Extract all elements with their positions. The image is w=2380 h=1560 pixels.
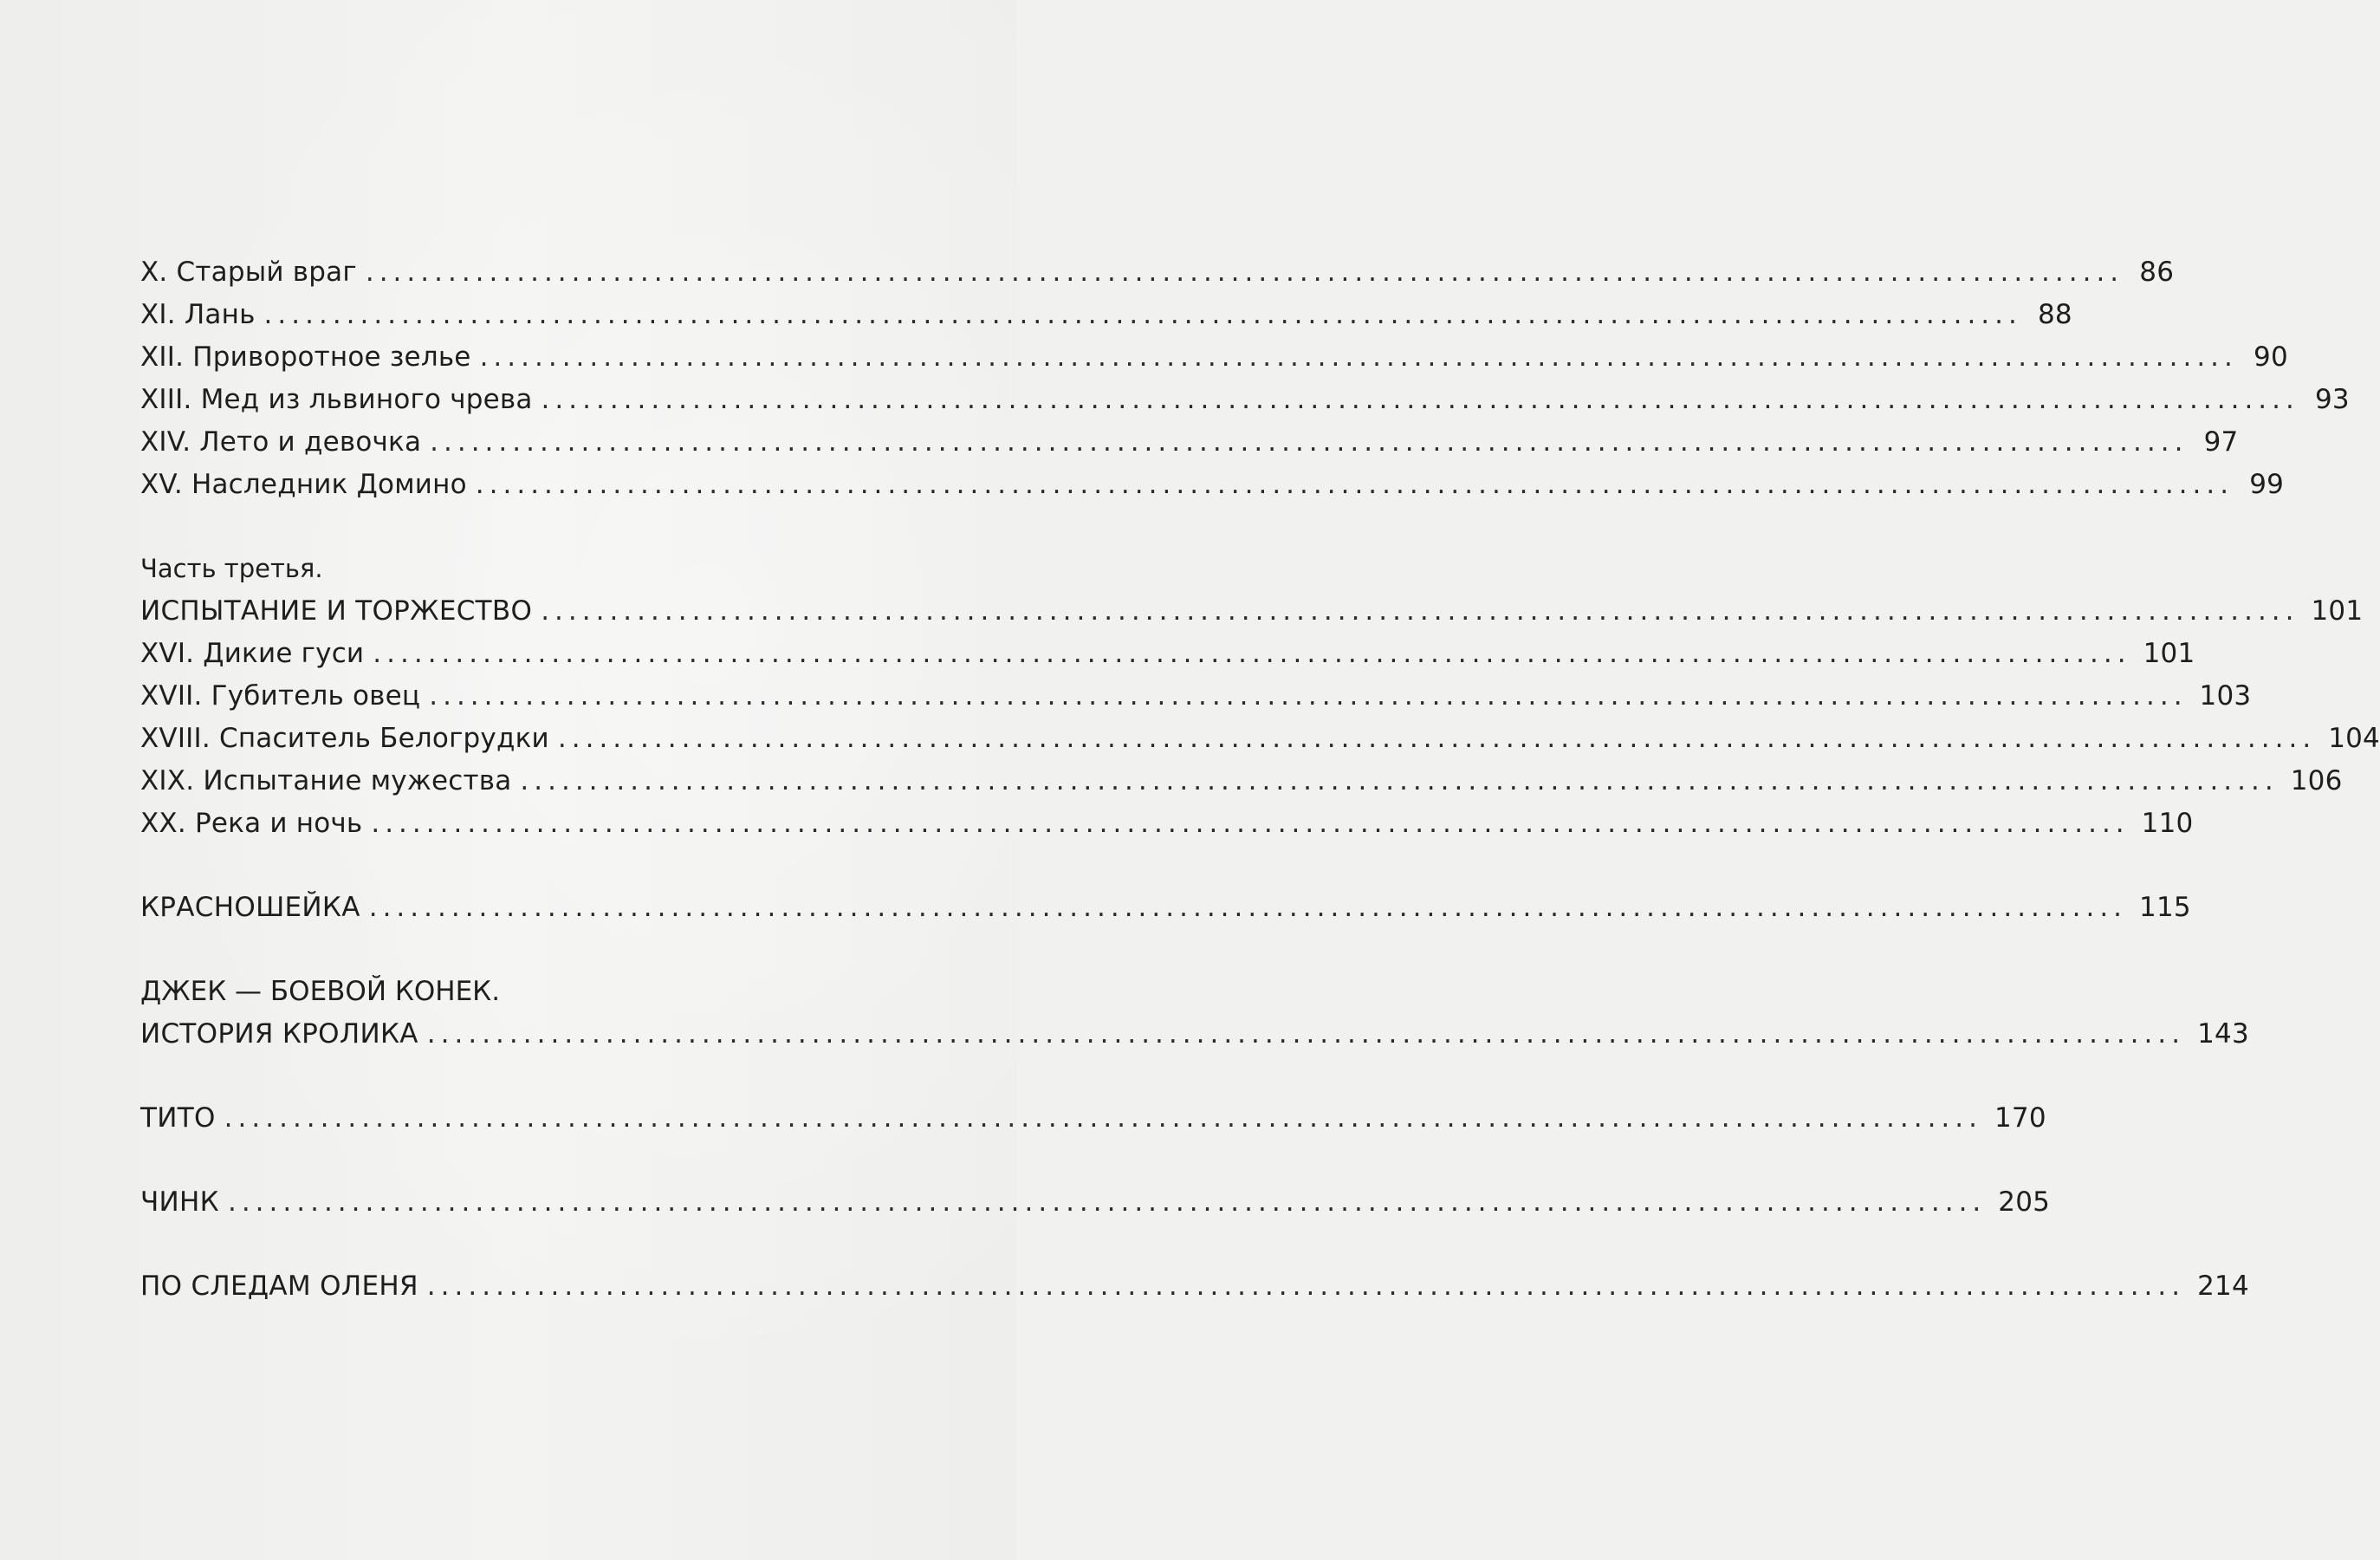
toc-entry-xiv xyxy=(140,417,2239,459)
toc-entry-page: 101 xyxy=(2311,595,2364,627)
toc-entry-title: XIV. Лето и девочка xyxy=(140,426,422,458)
dot-leader: ................................................................................................................................ xyxy=(426,1018,2186,1050)
dot-leader: ................................................................................................................................ xyxy=(368,892,2128,923)
dot-leader: ................................................................................................................................ xyxy=(371,808,2130,839)
spacer xyxy=(140,1135,868,1177)
toc-entry-title: ЧИНК xyxy=(140,1186,219,1218)
table-of-contents xyxy=(140,247,2380,1303)
toc-entry-page: 106 xyxy=(2290,765,2343,796)
dot-leader: ................................................................................................................................ xyxy=(365,257,2124,288)
toc-story-chink xyxy=(140,1177,2051,1219)
toc-entry-xv xyxy=(140,459,2285,502)
toc-entry-page: 205 xyxy=(1998,1186,2051,1218)
toc-entry-title: ИСПЫТАНИЕ И ТОРЖЕСТВО xyxy=(140,595,533,627)
toc-entry-title: XVIII. Спаситель Белогрудки xyxy=(140,723,549,754)
toc-entry-xix xyxy=(140,756,2343,798)
toc-entry-title: XI. Лань xyxy=(140,299,256,330)
toc-entry-page: 90 xyxy=(2254,341,2288,373)
toc-story-krasnosheika xyxy=(140,882,2191,925)
dot-leader: ................................................................................................................................ xyxy=(227,1186,1987,1218)
toc-entry-xvii xyxy=(140,671,2252,713)
toc-entry-page: 103 xyxy=(2199,680,2252,712)
spacer xyxy=(140,502,868,543)
dot-leader: ................................................................................................................................ xyxy=(430,426,2189,458)
toc-entry-xvi xyxy=(140,628,2195,671)
dot-leader: ................................................................................................................................ xyxy=(541,595,2299,627)
toc-entry-xx xyxy=(140,798,2194,841)
toc-entry-page: 93 xyxy=(2315,384,2350,415)
toc-part-heading xyxy=(140,586,2364,628)
toc-story-tito xyxy=(140,1093,2046,1135)
toc-story-jack xyxy=(140,1009,2249,1051)
toc-entry-page: 143 xyxy=(2197,1018,2249,1050)
toc-entry-title: КРАСНОШЕЙКА xyxy=(140,892,360,923)
toc-entry-page: 214 xyxy=(2197,1271,2249,1302)
toc-entry-title: XIII. Мед из львиного чрева xyxy=(140,384,533,415)
toc-entry-page: 88 xyxy=(2038,299,2072,330)
toc-entry-title: ИСТОРИЯ КРОЛИКА xyxy=(140,1018,418,1050)
toc-entry-title: ПО СЛЕДАМ ОЛЕНЯ xyxy=(140,1271,418,1302)
toc-entry-page: 170 xyxy=(1994,1102,2046,1134)
spacer xyxy=(140,1051,868,1093)
spacer xyxy=(140,925,868,966)
toc-entry-title: XVI. Дикие гуси xyxy=(140,638,365,669)
toc-entry-title: ТИТО xyxy=(140,1102,216,1134)
dot-leader: ................................................................................................................................ xyxy=(479,341,2238,373)
spacer xyxy=(140,841,868,882)
toc-entry-page: 104 xyxy=(2328,723,2380,754)
toc-entry-title: X. Старый враг xyxy=(140,257,357,288)
toc-entry-x xyxy=(140,247,2175,289)
toc-entry-xi xyxy=(140,289,2072,332)
toc-entry-page: 101 xyxy=(2143,638,2195,669)
dot-leader: ................................................................................................................................ xyxy=(373,638,2131,669)
dot-leader: ................................................................................................................................ xyxy=(520,765,2279,796)
toc-entry-title: XVII. Губитель овец xyxy=(140,680,421,712)
toc-entry-title: XII. Приворотное зелье xyxy=(140,341,471,373)
toc-entry-page: 97 xyxy=(2203,426,2239,458)
toc-entry-xviii xyxy=(140,713,2380,756)
dot-leader: ................................................................................................................................ xyxy=(475,469,2234,500)
dot-leader: ................................................................................................................................ xyxy=(224,1102,1982,1134)
toc-entry-page: 115 xyxy=(2139,892,2191,923)
toc-entry-page: 86 xyxy=(2139,257,2175,288)
dot-leader: ................................................................................................................................ xyxy=(263,299,2022,330)
dot-leader: ................................................................................................................................ xyxy=(429,680,2188,712)
toc-entry-title: XX. Река и ночь xyxy=(140,808,363,839)
toc-entry-xiii xyxy=(140,374,2350,417)
toc-entry-page: 110 xyxy=(2141,808,2194,839)
dot-leader: ................................................................................................................................ xyxy=(541,384,2299,415)
dot-leader: ................................................................................................................................ xyxy=(426,1271,2186,1302)
toc-entry-title: XIX. Испытание мужества xyxy=(140,765,512,796)
toc-story-deer xyxy=(140,1261,2249,1303)
spacer xyxy=(140,1219,868,1261)
toc-story-jack-line1: ДЖЕК — БОЕВОЙ КОНЕК. xyxy=(140,976,501,1007)
toc-entry-xii xyxy=(140,332,2288,374)
part-label: Часть третья. xyxy=(140,554,323,583)
dot-leader: ................................................................................................................................ xyxy=(557,723,2317,754)
toc-entry-page: 99 xyxy=(2249,469,2285,500)
toc-entry-title: XV. Наследник Домино xyxy=(140,469,467,500)
